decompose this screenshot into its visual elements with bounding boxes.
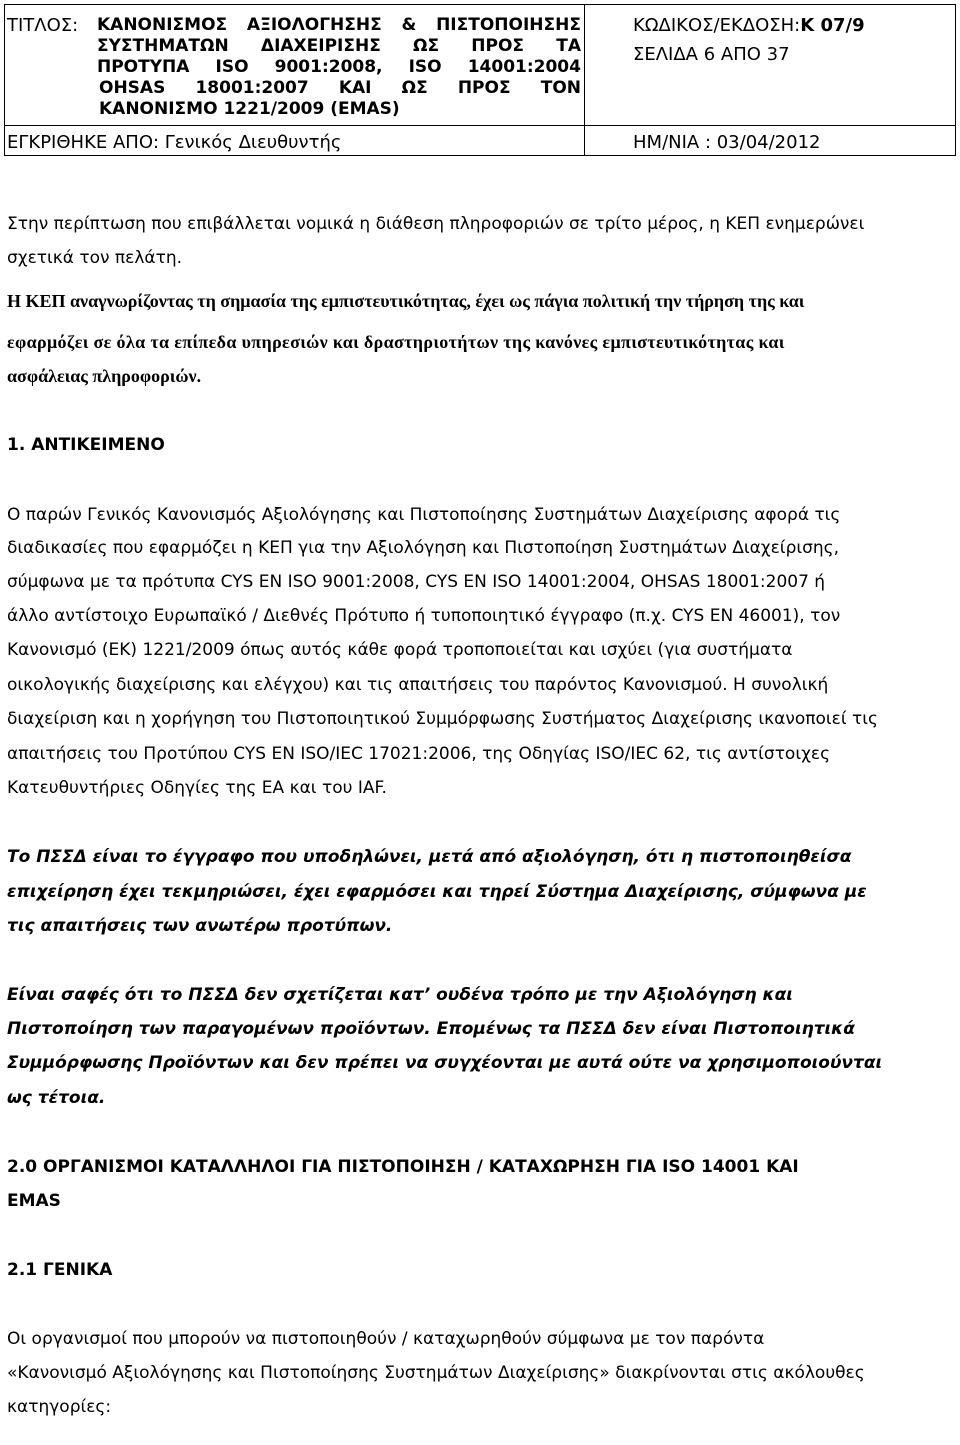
section-1-line-9: Κατευθυντήριες Οδηγίες της ΕΑ και του IAF. bbox=[7, 778, 387, 798]
date-cell bbox=[585, 126, 955, 155]
page-number: ΣΕΛΙΔΑ 6 ΑΠΟ 37 bbox=[633, 44, 790, 65]
title-word: ΠΡΟΣ bbox=[471, 36, 525, 56]
title-word: ΠΙΣΤΟΠΟΙΗΣΗΣ bbox=[436, 15, 581, 35]
section-2-1-line-2: «Κανονισμό Αξιολόγησης και Πιστοποίησης Συστημάτων Διαχείρισης» διακρίνονται στις ακόλουθες bbox=[7, 1363, 865, 1383]
confidentiality-line-3: ασφάλειας πληροφοριών. bbox=[7, 366, 202, 386]
title-line-5 bbox=[99, 99, 583, 120]
section-1-line-5: Κανονισμό (ΕΚ) 1221/2009 όπως αυτός κάθε φορά τροποποιείται και ισχύει (για συστήματα bbox=[7, 640, 793, 660]
section-1-line-1: Ο παρών Γενικός Κανονισμός Αξιολόγησης και Πιστοποίησης Συστημάτων Διαχείρισης αφορά τις bbox=[7, 505, 841, 525]
title-line-4 bbox=[99, 78, 581, 99]
title-word: ΠΡΟΣ bbox=[457, 78, 511, 98]
confidentiality-line-2: εφαρμόζει σε όλα τα επίπεδα υπηρεσιών και δραστηριοτήτων της κανόνες εμπιστευτικότητας και bbox=[7, 332, 785, 352]
title-cell bbox=[5, 5, 585, 126]
title-word: & bbox=[401, 15, 417, 35]
title-word: OHSAS bbox=[99, 78, 166, 98]
clarify-line-4: ως τέτοια. bbox=[7, 1088, 106, 1108]
title-line-2 bbox=[97, 36, 581, 57]
title-word: ΑΞΙΟΛΟΓΗΣΗΣ bbox=[246, 15, 382, 35]
title-word: 9001:2008, bbox=[274, 57, 383, 77]
clarify-line-1: Είναι σαφές ότι το ΠΣΣΔ δεν σχετίζεται κατ’ ουδένα τρόπο με την Αξιολόγηση και bbox=[7, 985, 793, 1005]
section-2-1-heading: 2.1 ΓΕΝΙΚΑ bbox=[7, 1260, 113, 1280]
document-header bbox=[4, 4, 956, 156]
section-2-heading-line-2: EMAS bbox=[7, 1191, 61, 1211]
title-word: ΚΑΙ bbox=[338, 78, 372, 98]
title-word: ΠΡΟΤΥΠΑ bbox=[97, 57, 190, 77]
section-1-line-3: σύμφωνα με τα πρότυπα CYS EN ISO 9001:2008, CYS EN ISO 14001:2004, OHSAS 18001:2007 ή bbox=[7, 572, 826, 592]
intro-line-2: σχετικά τον πελάτη. bbox=[7, 248, 183, 268]
section-1-line-6: οικολογικής διαχείρισης και ελέγχου) και τις απαιτήσεις του παρόντος Κανονισμού. Η συνολική bbox=[7, 675, 829, 695]
clarify-line-3: Συμμόρφωσης Προϊόντων και δεν πρέπει να συγχέονται με αυτά ούτε να χρησιμοποιούνται bbox=[7, 1053, 883, 1073]
title-word: ΤΑ bbox=[556, 36, 581, 56]
section-1-line-2: διαδικασίες που εφαρμόζει η ΚΕΠ για την Αξιολόγηση και Πιστοποίηση Συστημάτων Διαχείρισης, bbox=[7, 538, 840, 558]
section-1-line-7: διαχείριση και η χορήγηση του Πιστοποιητικού Συμμόρφωσης Συστήματος Διαχείρισης ικανοποιεί τις bbox=[7, 709, 878, 729]
section-1-heading: 1. ΑΝΤΙΚΕΙΜΕΝΟ bbox=[7, 435, 165, 455]
approval-cell bbox=[5, 126, 585, 155]
title-word: ΩΣ bbox=[401, 78, 428, 98]
intro-line-1: Στην περίπτωση που επιβάλλεται νομικά η διάθεση πληροφοριών σε τρίτο μέρος, η ΚΕΠ ενημερώνει bbox=[7, 214, 865, 234]
code-cell bbox=[585, 5, 955, 126]
title-word: 14001:2004 bbox=[467, 57, 581, 77]
code-label: ΚΩΔΙΚΟΣ/ΕΚΔΟΣΗ: bbox=[633, 15, 801, 36]
section-2-1-line-1: Οι οργανισμοί που μπορούν να πιστοποιηθούν / καταχωρηθούν σύμφωνα με τον παρόντα bbox=[7, 1329, 765, 1349]
title-word: ΣΥΣΤΗΜΑΤΩΝ bbox=[97, 36, 229, 56]
pssd-line-3: τις απαιτήσεις των ανωτέρω προτύπων. bbox=[7, 916, 393, 936]
title-word: ΤΟΝ bbox=[540, 78, 581, 98]
title-line-1 bbox=[97, 15, 581, 36]
title-word: 18001:2007 bbox=[195, 78, 309, 98]
clarify-line-2: Πιστοποίηση των παραγομένων προϊόντων. Επομένως τα ΠΣΣΔ δεν είναι Πιστοποιητικά bbox=[7, 1019, 855, 1039]
title-word: ΔΙΑΧΕΙΡΙΣΗΣ bbox=[260, 36, 381, 56]
code-value: Κ 07/9 bbox=[800, 15, 865, 36]
title-word: ΩΣ bbox=[413, 36, 440, 56]
title-word: ISO bbox=[408, 57, 442, 77]
title-label: ΤΙΤΛΟΣ: bbox=[7, 15, 79, 36]
section-1-line-4: άλλο αντίστοιχο Ευρωπαϊκό / Διεθνές Πρότυπο ή τυποποιητικό έγγραφο (π.χ. CYS EN 46001), τον bbox=[7, 606, 841, 626]
confidentiality-line-1: Η ΚΕΠ αναγνωρίζοντας τη σημασία της εμπιστευτικότητας, έχει ως πάγια πολιτική την τήρηση της και bbox=[7, 291, 805, 311]
section-2-heading-line-1: 2.0 ΟΡΓΑΝΙΣΜΟΙ ΚΑΤΑΛΛΗΛΟΙ ΓΙΑ ΠΙΣΤΟΠΟΙΗΣΗ / ΚΑΤΑΧΩΡΗΣΗ ΓΙΑ ISO 14001 ΚΑΙ bbox=[7, 1157, 799, 1177]
approval-date: ΗΜ/ΝΙΑ : 03/04/2012 bbox=[633, 132, 821, 153]
section-1-line-8: απαιτήσεις του Προτύπου CYS EN ISO/IEC 17021:2006, της Οδηγίας ISO/IEC 62, τις αντίστοιχες bbox=[7, 744, 831, 764]
pssd-line-2: επιχείρηση έχει τεκμηριώσει, έχει εφαρμόσει και τηρεί Σύστημα Διαχείρισης, σύμφωνα με bbox=[7, 882, 867, 902]
section-2-1-line-3: κατηγορίες: bbox=[7, 1397, 112, 1417]
title-line-3 bbox=[97, 57, 581, 78]
title-word: ΚΑΝΟΝΙΣΜΟΣ bbox=[97, 15, 228, 35]
code-line bbox=[633, 15, 865, 37]
title-word: ΚΑΝΟΝΙΣΜΟ 1221/2009 (EMAS) bbox=[99, 99, 400, 119]
title-word: ISO bbox=[215, 57, 249, 77]
pssd-line-1: Το ΠΣΣΔ είναι το έγγραφο που υποδηλώνει, μετά από αξιολόγηση, ότι η πιστοποιηθείσα bbox=[7, 847, 852, 867]
approved-by: ΕΓΚΡΙΘΗΚΕ ΑΠΟ: Γενικός Διευθυντής bbox=[7, 132, 342, 153]
